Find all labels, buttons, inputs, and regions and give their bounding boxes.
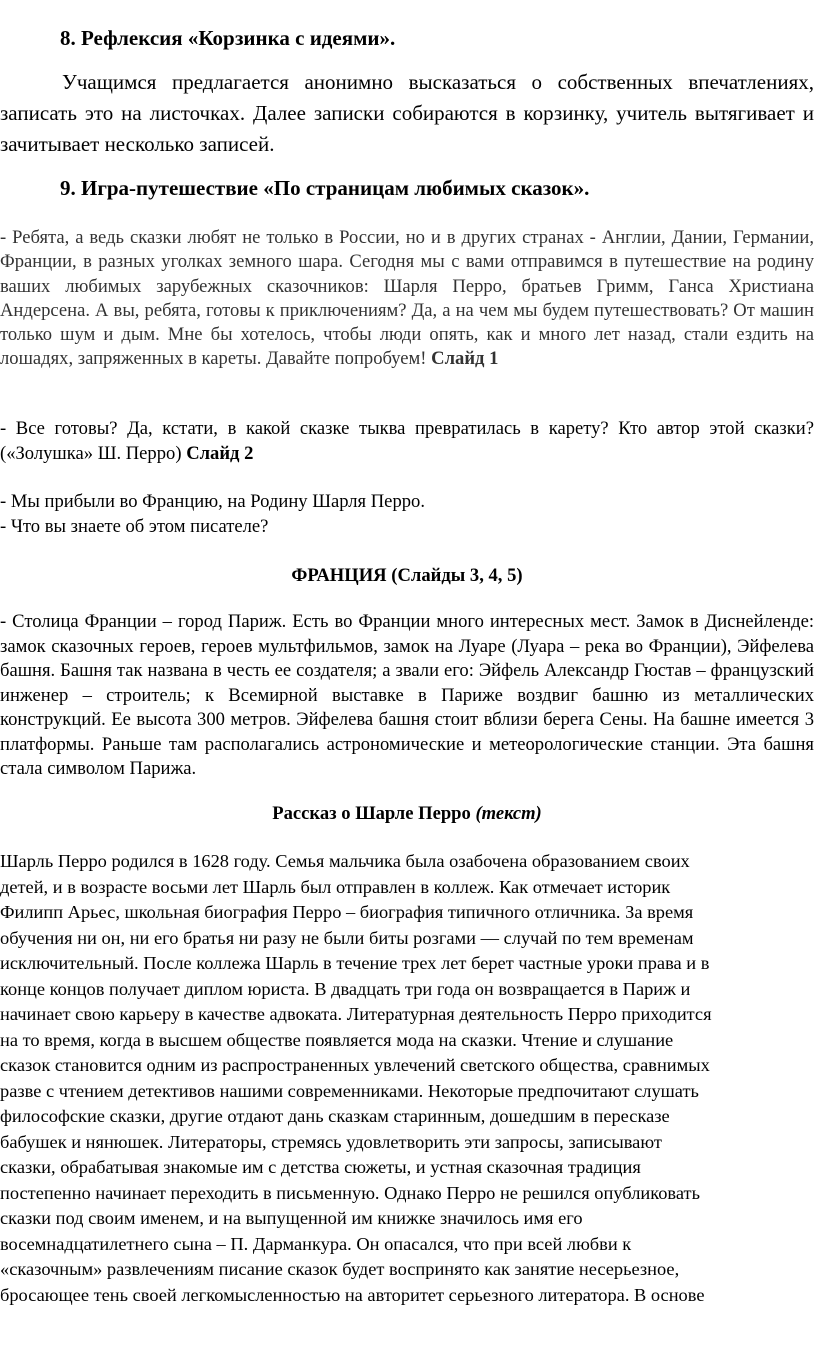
section-8-heading: 8. Рефлексия «Корзинка с идеями». <box>60 26 396 50</box>
story-line: восемнадцатилетнего сына – П. Дарманкура. Он опасался, что при всей любви к <box>0 1233 632 1254</box>
intro-text: - Ребята, а ведь сказки любят не только в России, но и в других странах - Англии, Дании, Германии, Франции, в разных уголках земного шара. Сегодня мы с вами отправимся в путешествие на родину ваших любимых зарубежных сказочников: Шарля Перро, братьев Гримм, Ганса Христиана Андерсена. А вы, ребята, готовы к приключениям? Да, а на чем мы будем путешествовать? От машин только шум и дым. Мне бы хотелось, чтобы люди опять, как и много лет назад, стали ездить на лошадях, запряженных в кареты. Давайте попробуем! <box>0 227 814 370</box>
ready-text: - Все готовы? Да, кстати, в какой сказке тыква превратилась в карету? Кто автор этой сказки? («Золушка» Ш. Перро) <box>0 418 814 464</box>
story-line: детей, и в возрасте восьми лет Шарль был отправлен в коллеж. Как отмечает историк <box>0 876 671 897</box>
france-paragraph: - Столица Франции – город Париж. Есть во Франции много интересных мест. Замок в Диснейленде: замок сказочных героев, героев мультфильмов, замок на Луаре (Луара – река во Франции), Эйфелева башня. Башня так названа в честь ее создателя; а звали его: Эйфель Александр Гюстав – французский инженер – строитель; к Всемирной выставке в Париже воздвиг башню из металлических конструкций. Ее высота 300 метров. Эйфелева башня стоит вблизи берега Сены. На башне имеется 3 платформы. Раньше там располагались астрономические и метеорологические станции. Эта башня стала символом Парижа. <box>0 611 814 779</box>
story-line: сказки под своим именем, и на выпущенной им книжке значилось имя его <box>0 1208 583 1228</box>
story-line: начинает свою карьеру в качестве адвоката. Литературная деятельность Перро приходится <box>0 1004 712 1024</box>
arrived-line: - Мы прибыли во Францию, на Родину Шарля Перро. <box>0 491 425 512</box>
story-paragraph <box>0 849 816 1308</box>
question-line: - Что вы знаете об этом писателе? <box>0 515 269 537</box>
story-line: бабушек и нянюшек. Литераторы, стремясь удовлетворить эти запросы, записывают <box>0 1131 662 1152</box>
intro-paragraph <box>0 226 814 372</box>
story-line: сказки, обрабатывая знакомые им с детства сюжеты, и устная сказочная традиция <box>0 1157 641 1177</box>
story-line: философские сказки, другие отдают дань сказкам старинным, дошедшим в пересказе <box>0 1106 670 1126</box>
story-line: обучения ни он, ни его братья ни разу не были биты розгами — случай по тем временам <box>0 927 694 948</box>
story-heading <box>0 802 814 826</box>
story-line: «сказочным» развлечениям писание сказок будет воспринято как занятие несерьезное, <box>0 1259 680 1279</box>
slide-2-label: Слайд 2 <box>186 442 254 464</box>
story-line: исключительный. После коллежа Шарль в течение трех лет берет частные уроки права и в <box>0 953 710 973</box>
story-line: на то время, когда в высшем обществе появляется мода на сказки. Чтение и слушание <box>0 1029 674 1050</box>
story-line: Филипп Арьес, школьная биография Перро – биография типичного отличника. За время <box>0 902 694 922</box>
story-line: Шарль Перро родился в 1628 году. Семья мальчика была озабочена образованием своих <box>0 851 690 871</box>
france-heading: ФРАНЦИЯ (Слайды 3, 4, 5) <box>291 565 523 586</box>
section-8-paragraph: Учащимся предлагается анонимно высказаться о собственных впечатлениях, записать это на листочках. Далее записки собираются в корзинку, учитель вытягивает и зачитывает несколько записей. <box>0 70 814 156</box>
slide-1-label: Слайд 1 <box>431 348 499 370</box>
story-line: сказок становится одним из распространенных увлечений светского общества, сравнимых <box>0 1055 710 1075</box>
story-line: конце концов получает диплом юриста. В двадцать три года он возвращается в Париж и <box>0 978 691 999</box>
arrival-lines <box>0 490 814 539</box>
story-line: разве с чтением детективов нашими современниками. Некоторые предпочитают слушать <box>0 1080 699 1101</box>
section-9-heading: 9. Игра-путешествие «По страницам любимых сказок». <box>60 176 590 200</box>
story-heading-text: Рассказ о Шарле Перро <box>272 803 471 824</box>
ready-paragraph <box>0 417 814 466</box>
story-line: бросающее тень своей легкомысленностью на авторитет серьезного литератора. В основе <box>0 1284 705 1305</box>
story-line: постепенно начинает переходить в письменную. Однако Перро не решился опубликовать <box>0 1182 700 1203</box>
story-heading-note: (текст) <box>475 803 542 824</box>
